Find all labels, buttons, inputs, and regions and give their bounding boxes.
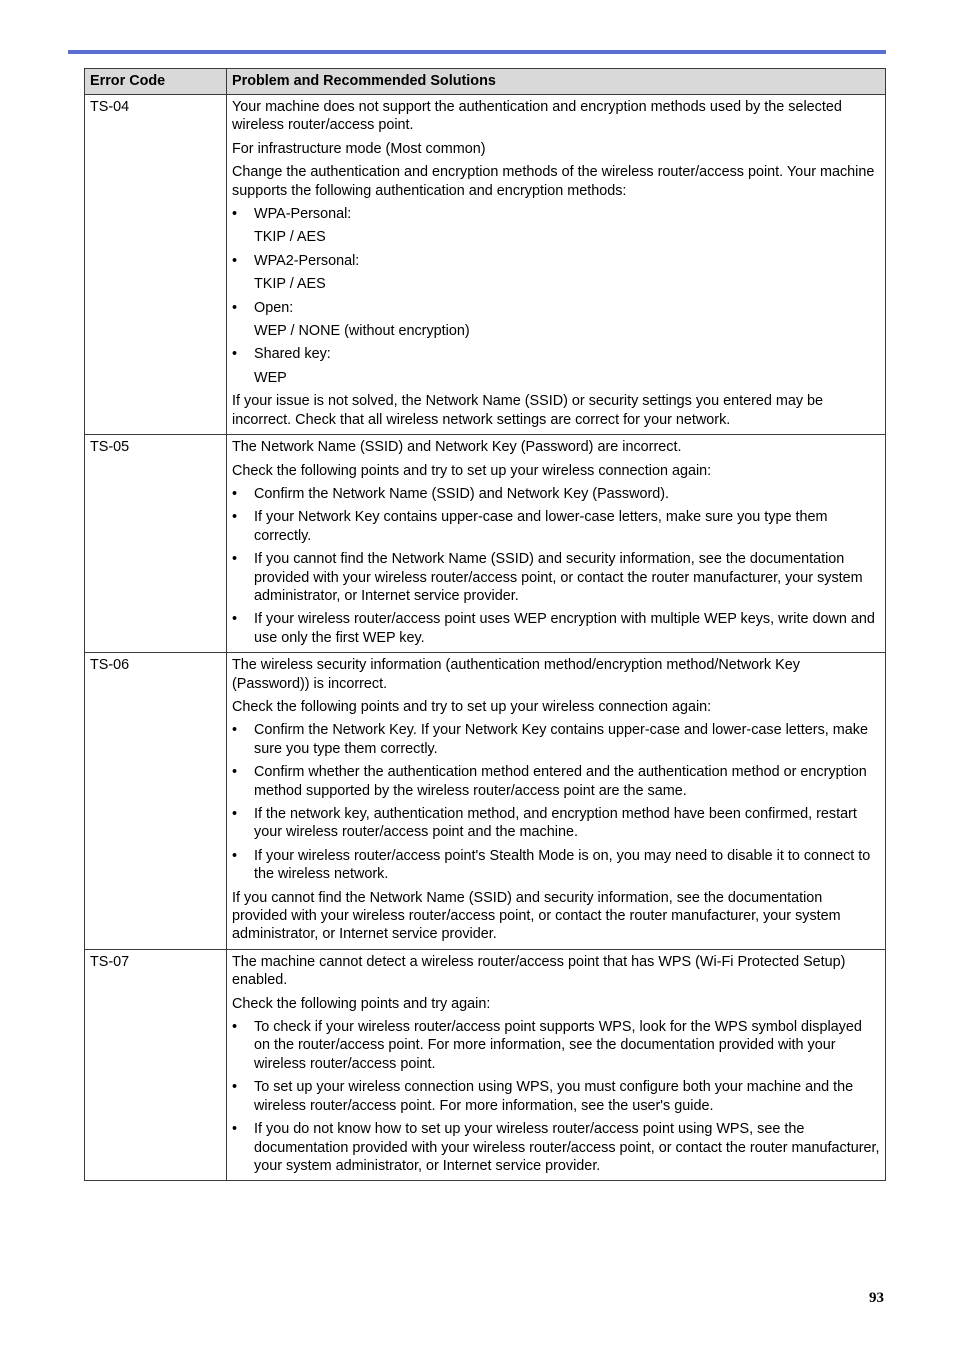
solution-paragraph: Check the following points and try again: [232, 995, 491, 1012]
error-code-cell: TS-05 [85, 435, 227, 653]
solution-paragraph: Check the following points and try to set up your wireless connection again: [232, 698, 712, 715]
solution-paragraph: For infrastructure mode (Most common) [232, 140, 486, 157]
table-row [85, 95, 886, 435]
bullet-item: • If you cannot find the Network Name (SSID) and security information, see the documentation provided with your wireless router/access point, or contact the router manufacturer, your system administrator, or Internet service provider. [232, 550, 881, 605]
solution-paragraph: The machine cannot detect a wireless router/access point that has WPS (Wi-Fi Protected Setup) enabled. [232, 953, 846, 989]
error-code-table [84, 68, 886, 1181]
bullet-item: • If you do not know how to set up your wireless router/access point using WPS, see the documentation provided with your wireless router/access point, or contact the router manufacturer, your system administrator, or Internet service provider. [232, 1120, 881, 1175]
solution-paragraph: The wireless security information (authentication method/encryption method/Network Key (Password)) is incorrect. [232, 657, 800, 692]
bullet-detail: TKIP / AES [254, 229, 326, 246]
bullet-item: • Open: [232, 299, 881, 317]
bullet-item: • To check if your wireless router/access point supports WPS, look for the WPS symbol displayed on the router/access point. For more information, see the documentation provided with your wireless router/access point. [232, 1018, 881, 1073]
bullet-item: • WPA2-Personal: [232, 252, 881, 270]
bullet-item: • If your wireless router/access point's Stealth Mode is on, you may need to disable it to connect to the wireless network. [232, 847, 881, 884]
bullet-item: • To set up your wireless connection using WPS, you must configure both your machine and the wireless router/access point. For more information, see the user's guide. [232, 1078, 881, 1115]
solution-paragraph: Check the following points and try to set up your wireless connection again: [232, 462, 712, 479]
top-accent-rule [68, 50, 886, 54]
solution-cell [227, 435, 886, 653]
solution-paragraph: The Network Name (SSID) and Network Key (Password) are incorrect. [232, 439, 682, 456]
page-number: 93 [869, 1290, 884, 1306]
column-header-problem: Problem and Recommended Solutions [227, 69, 886, 95]
bullet-item: • Confirm whether the authentication method entered and the authentication method or encryption method supported by the wireless router/access point are the same. [232, 763, 881, 800]
bullet-detail: WEP / NONE (without encryption) [254, 323, 470, 340]
bullet-item: • Shared key: [232, 345, 881, 363]
bullet-item: • Confirm the Network Key. If your Network Key contains upper-case and lower-case letters, make sure you type them correctly. [232, 721, 881, 758]
bullet-detail: WEP [254, 369, 287, 386]
error-code-cell: TS-04 [85, 95, 227, 435]
solution-paragraph: If you cannot find the Network Name (SSID) and security information, see the documentation provided with your wireless router/access point, or contact the router manufacturer, your system administrator, or Internet service provider. [232, 889, 841, 943]
bullet-item: • WPA-Personal: [232, 205, 881, 223]
bullet-item: • Confirm the Network Name (SSID) and Network Key (Password). [232, 485, 881, 503]
solution-paragraph: Your machine does not support the authentication and encryption methods used by the selected wireless router/access point. [232, 99, 842, 134]
bullet-item: • If the network key, authentication method, and encryption method have been confirmed, restart your wireless router/access point and the machine. [232, 805, 881, 842]
bullet-item: • If your wireless router/access point uses WEP encryption with multiple WEP keys, write down and use only the first WEP key. [232, 610, 881, 647]
solution-paragraph: Change the authentication and encryption methods of the wireless router/access point. Your machine supports the following authentication and encryption methods: [232, 164, 875, 199]
bullet-detail: TKIP / AES [254, 276, 326, 293]
column-header-error-code: Error Code [85, 69, 227, 95]
table-body [85, 95, 886, 1181]
table-row [85, 435, 886, 653]
solution-cell [227, 949, 886, 1180]
solution-cell [227, 653, 886, 950]
table-header-row [85, 69, 886, 95]
table-row [85, 653, 886, 950]
error-code-cell: TS-06 [85, 653, 227, 950]
bullet-item: • If your Network Key contains upper-case and lower-case letters, make sure you type them correctly. [232, 508, 881, 545]
solution-paragraph: If your issue is not solved, the Network Name (SSID) or security settings you entered may be incorrect. Check that all wireless network settings are correct for your network. [232, 393, 824, 428]
solution-cell [227, 95, 886, 435]
table-row [85, 949, 886, 1180]
error-code-cell: TS-07 [85, 949, 227, 1180]
